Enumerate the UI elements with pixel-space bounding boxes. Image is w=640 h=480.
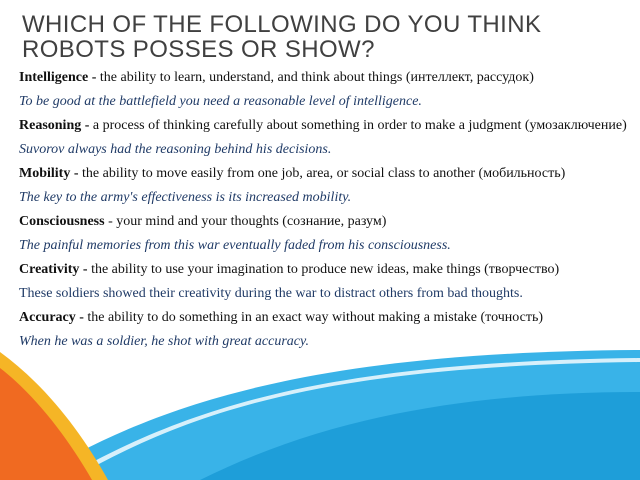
term-creativity: Creativity - [19,262,88,277]
term-accuracy: Accuracy - [19,310,84,325]
definition-reasoning [19,117,631,134]
definition-mobility [19,165,631,182]
term-intelligence: Intelligence - [19,70,97,85]
term-consciousness: Consciousness [19,214,105,229]
definition-text-reasoning: a process of thinking carefully about something in order to make a judgment (умозаключение) [89,118,627,133]
definition-text-creativity: the ability to use your imagination to produce new ideas, make things (творчество) [87,262,560,277]
slide-body [19,69,631,357]
slide-title-line-2: ROBOTS POSSES OR SHOW? [22,36,375,63]
definition-intelligence [19,69,631,86]
wave-orange [0,368,92,480]
definition-text-consciousness: - your mind and your thoughts (сознание, разум) [104,214,387,229]
definition-text-intelligence: the ability to learn, understand, and think about things (интеллект, рассудок) [96,70,534,85]
definition-accuracy [19,309,631,326]
example-accuracy: When he was a soldier, he shot with great accuracy. [19,334,309,349]
term-reasoning: Reasoning - [19,118,90,133]
slide-title-line-1: WHICH OF THE FOLLOWING DO YOU THINK [22,11,542,38]
example-consciousness: The painful memories from this war eventually faded from his consciousness. [19,238,451,253]
definition-creativity [19,261,631,278]
term-mobility: Mobility - [19,166,79,181]
definition-text-mobility: the ability to move easily from one job, area, or social class to another (мобильность) [78,166,566,181]
example-creativity: These soldiers showed their creativity during the war to distract others from bad thoughts. [19,286,523,301]
example-reasoning: Suvorov always had the reasoning behind his decisions. [19,142,332,157]
slide-title [22,12,622,62]
definition-consciousness [19,213,631,230]
example-intelligence: To be good at the battlefield you need a reasonable level of intelligence. [19,94,422,109]
example-mobility: The key to the army's effectiveness is its increased mobility. [19,190,352,205]
definition-text-accuracy: the ability to do something in an exact way without making a mistake (точность) [83,310,544,325]
